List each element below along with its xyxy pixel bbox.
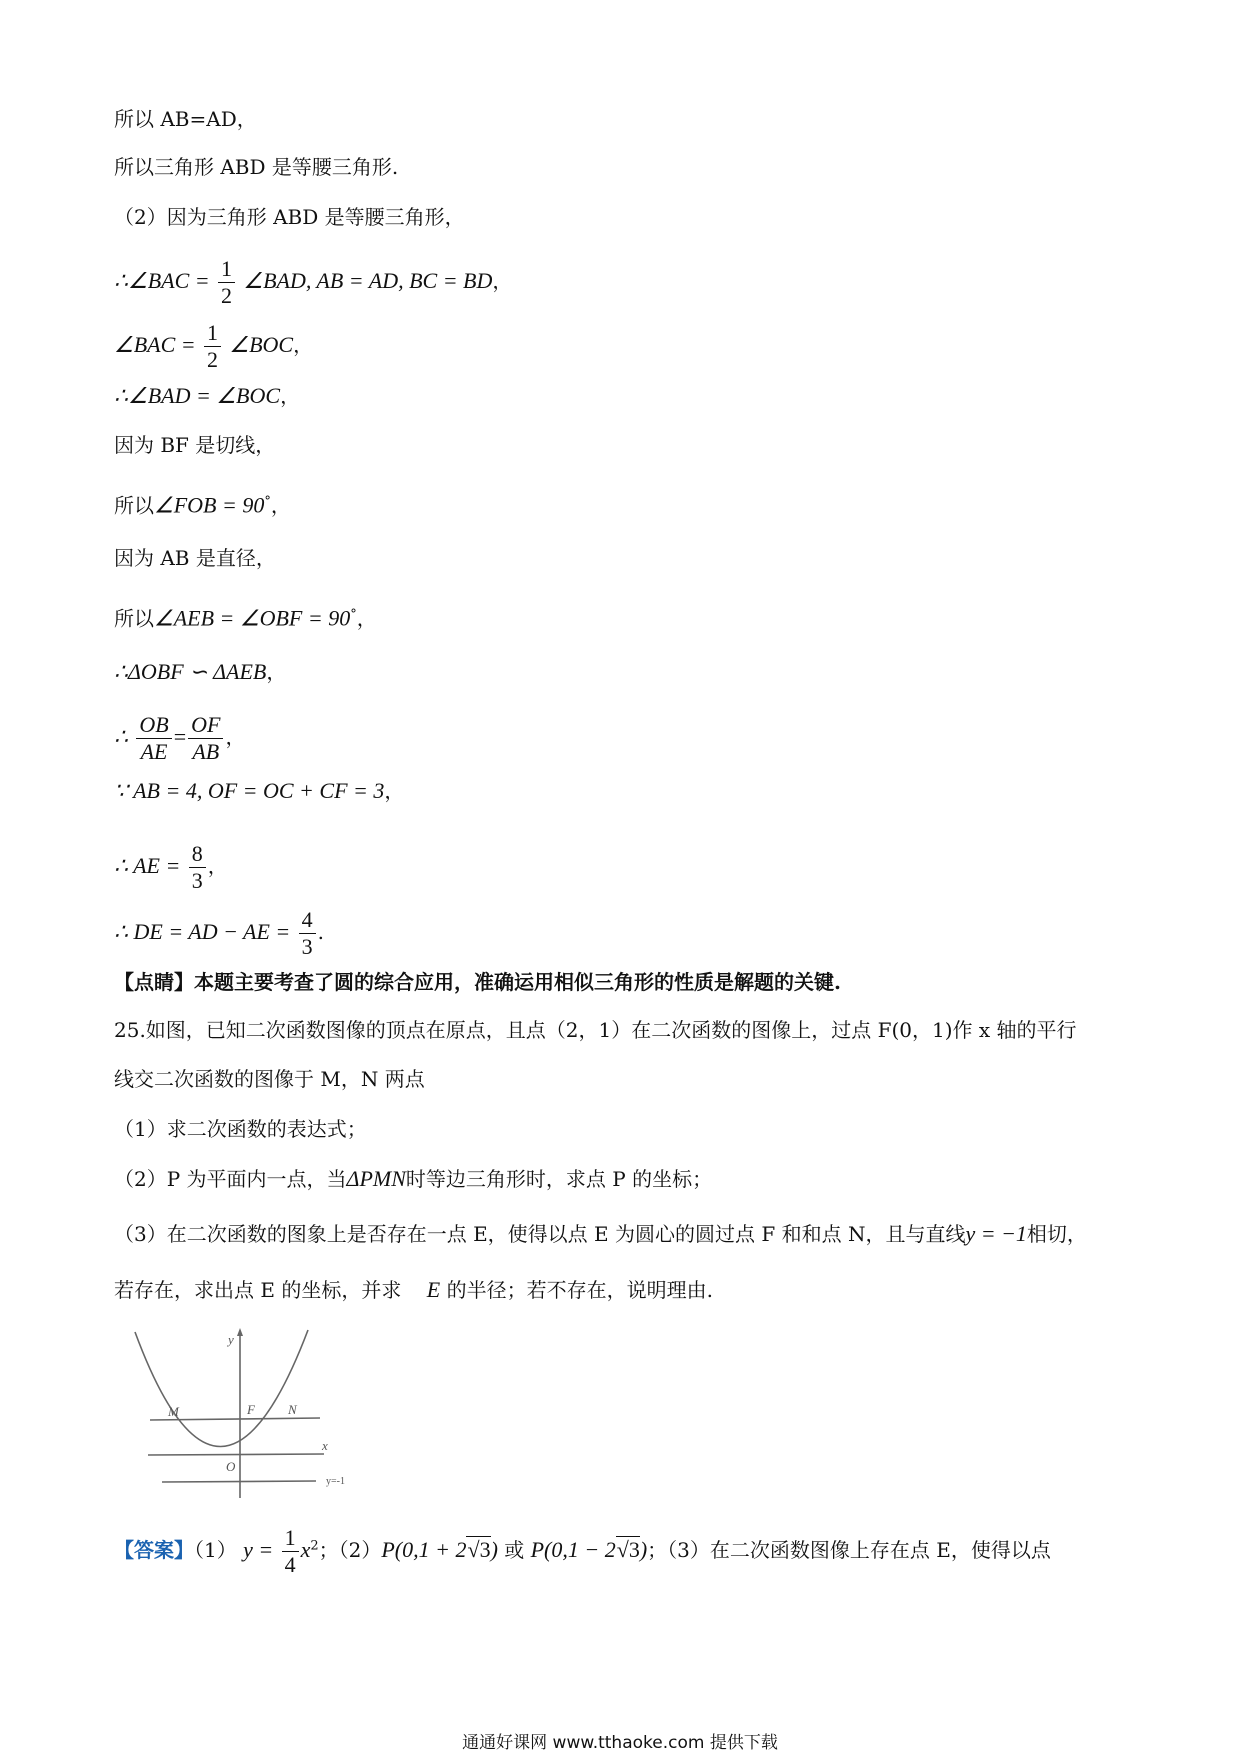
- math-expr: P(0,1 + 2: [381, 1537, 467, 1562]
- math-expr: ∴ DE = AD − AE =: [114, 919, 291, 944]
- problem-25-line-1: 25.如图，已知二次函数图像的顶点在原点，且点（2，1）在二次函数的图像上，过点 F(0，1)作 x 轴的平行: [114, 1018, 1077, 1042]
- punctuation: ，: [492, 269, 513, 293]
- text: 的半径；若不存在，说明理由.: [446, 1278, 713, 1302]
- sqrt: √3: [616, 1537, 640, 1562]
- problem-25-question-2: [114, 1165, 712, 1193]
- proof-line-7: 因为 BF 是切线，: [114, 433, 276, 457]
- proof-line-14: [114, 843, 228, 892]
- punctuation: ，: [225, 725, 246, 749]
- text: 或: [497, 1538, 531, 1562]
- sqrt: √3: [467, 1537, 491, 1562]
- proof-line-13: [114, 777, 404, 805]
- label-y: y: [228, 1332, 234, 1347]
- numerator: 1: [204, 322, 221, 347]
- proof-line-12: [114, 714, 245, 763]
- math-expr: ∠FOB = 90: [154, 492, 265, 518]
- label-f: F: [247, 1402, 255, 1417]
- math-expr: x: [300, 1537, 311, 1562]
- problem-25-question-1: （1）求二次函数的表达式；: [114, 1117, 367, 1141]
- radicand: 3: [628, 1537, 640, 1562]
- denominator: 2: [220, 283, 232, 308]
- parabola-figure: [130, 1322, 370, 1502]
- math-expr: ): [639, 1537, 648, 1562]
- comment-text: 本题主要考查了圆的综合应用，准确运用相似三角形的性质是解题的关键.: [194, 970, 841, 994]
- proof-line-3: （2）因为三角形 ABD 是等腰三角形，: [114, 205, 465, 229]
- text: （1）: [194, 1538, 237, 1562]
- radicand: 3: [479, 1537, 491, 1562]
- denominator: 2: [206, 347, 218, 372]
- text: 相切，: [1026, 1222, 1087, 1246]
- numerator: OB: [136, 714, 171, 739]
- text: 所以: [114, 493, 154, 518]
- numerator: 8: [189, 843, 206, 868]
- text: ；（2）: [318, 1538, 382, 1562]
- text: （2）P 为平面内一点，当: [114, 1167, 347, 1191]
- comment-tag: 【点睛】: [114, 970, 194, 994]
- math-expr: ΔPMN: [346, 1166, 406, 1191]
- math-expr: ∠BAD, AB = AD, BC = BD: [243, 268, 493, 293]
- punctuation: ，: [266, 660, 287, 684]
- punctuation: ，: [293, 333, 314, 357]
- fraction: [282, 1527, 299, 1576]
- proof-line-5: [114, 322, 313, 371]
- degree-sign: °: [264, 494, 271, 509]
- numerator: 1: [282, 1527, 299, 1552]
- fraction: [299, 909, 316, 958]
- denominator: 4: [284, 1552, 296, 1577]
- math-expr: ∴: [114, 724, 128, 749]
- problem-25-question-3-cont: [114, 1276, 713, 1304]
- x-axis: [148, 1454, 324, 1455]
- y-axis-arrow: [237, 1328, 243, 1336]
- problem-25-line-2: 线交二次函数的图像于 M，N 两点: [114, 1067, 425, 1091]
- denominator: 3: [301, 934, 313, 959]
- exponent: 2: [310, 1538, 319, 1554]
- punctuation: .: [317, 920, 324, 944]
- fraction: [218, 258, 235, 307]
- math-expr: ∵ AB = 4, OF = OC + CF = 3: [114, 778, 385, 803]
- proof-line-1: 所以 AB=AD，: [114, 107, 257, 131]
- fraction: [204, 322, 221, 371]
- answer-line: [114, 1527, 1051, 1576]
- math-expr: ): [490, 1537, 498, 1562]
- fraction: [188, 714, 223, 763]
- math-expr: y = −1: [965, 1221, 1027, 1246]
- punctuation: ，: [384, 779, 405, 803]
- proof-line-15: [114, 909, 324, 958]
- parabola-curve: [135, 1330, 308, 1447]
- fraction: [136, 714, 171, 763]
- line-y-minus-1: [162, 1481, 316, 1482]
- numerator: OF: [188, 714, 223, 739]
- text: （3）在二次函数的图象上是否存在一点 E，使得以点 E 为圆心的圆过点 F 和和点 N，且与直线: [114, 1222, 966, 1246]
- denominator: AB: [192, 739, 220, 764]
- label-o: O: [226, 1459, 236, 1474]
- math-expr: ∠BAC =: [114, 332, 196, 357]
- math-expr: ∴∠BAC =: [114, 268, 210, 293]
- punctuation: ，: [270, 493, 291, 518]
- label-n: N: [288, 1402, 297, 1417]
- problem-25-question-3: [114, 1220, 1087, 1248]
- math-expr: y =: [243, 1537, 274, 1562]
- fraction: [189, 843, 206, 892]
- math-expr: E: [426, 1277, 441, 1302]
- punctuation: ，: [280, 384, 301, 408]
- numerator: 1: [218, 258, 235, 283]
- math-expr: ∴∠BAD = ∠BOC: [114, 383, 281, 408]
- math-expr: ∴ AE =: [114, 853, 181, 878]
- text: 所以: [114, 606, 154, 631]
- proof-line-4: [114, 258, 512, 307]
- proof-line-2: 所以三角形 ABD 是等腰三角形.: [114, 155, 399, 179]
- denominator: AE: [140, 739, 168, 764]
- label-line: y=-1: [326, 1476, 345, 1487]
- math-expr: ∠BOC: [229, 332, 294, 357]
- page-footer: 通通好课网 www.tthaoke.com 提供下载: [462, 1733, 778, 1753]
- denominator: 3: [191, 868, 203, 893]
- degree-sign: °: [350, 607, 357, 622]
- text: 时等边三角形时，求点 P 的坐标；: [405, 1167, 713, 1191]
- numerator: 4: [299, 909, 316, 934]
- label-x: x: [322, 1438, 328, 1453]
- text: ；（3）在二次函数图像上存在点 E，使得以点: [647, 1538, 1051, 1562]
- proof-line-11: [114, 658, 286, 686]
- proof-line-9: 因为 AB 是直径，: [114, 546, 276, 570]
- answer-tag: 【答案】: [114, 1538, 194, 1562]
- math-expr: P(0,1 − 2: [530, 1537, 616, 1562]
- text: 若存在，求出点 E 的坐标，并求: [114, 1278, 402, 1302]
- punctuation: ，: [207, 854, 228, 878]
- math-expr: ∴ΔOBF ∽ ΔAEB: [114, 659, 267, 684]
- label-m: M: [168, 1404, 179, 1419]
- punctuation: ，: [356, 606, 377, 631]
- proof-line-6: [114, 382, 300, 410]
- proof-line-10: [114, 601, 377, 633]
- math-expr: ∠AEB = ∠OBF = 90: [154, 605, 351, 631]
- comment-line: [114, 968, 841, 996]
- equals-sign: =: [173, 724, 187, 749]
- proof-line-8: [114, 488, 291, 520]
